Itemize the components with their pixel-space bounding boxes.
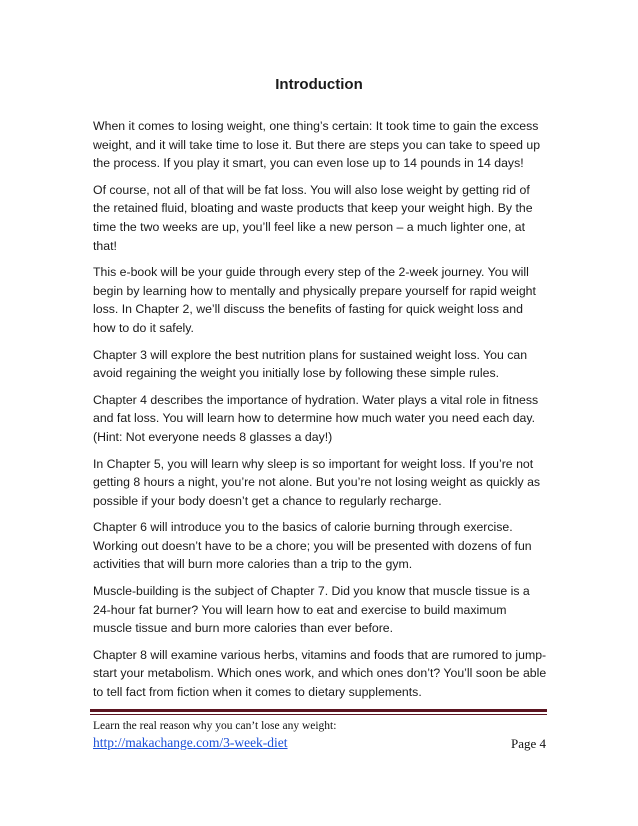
paragraph-5: Chapter 4 describes the importance of hydration. Water plays a vital role in fitness and fat loss. You will learn how to determine how much water you need each day. (Hint: Not everyone needs 8 glasses a day!) — [93, 392, 539, 444]
paragraph-7: Chapter 6 will introduce you to the basics of calorie burning through exercise. Working out doesn’t have to be a chore; you will be presented with dozens of fun activities that will burn more calories than a trip to the gym. — [93, 520, 532, 572]
footer-text: Learn the real reason why you can’t lose any weight: — [93, 720, 337, 732]
footer-divider-thick — [90, 709, 547, 712]
paragraph-6: In Chapter 5, you will learn why sleep is so important for weight loss. If you’re not getting 8 hours a night, you’re not alone. But you’re not losing weight as quickly as possible if your body doesn’t get a chance to regularly recharge. — [93, 456, 541, 508]
page-title: Introduction — [275, 76, 363, 93]
paragraph-8: Muscle-building is the subject of Chapter 7. Did you know that muscle tissue is a 24-hour fat burner? You will learn how to eat and exercise to build maximum muscle tissue and burn more calories than ever before. — [93, 584, 530, 636]
footer-divider-thin — [90, 714, 547, 715]
footer-link[interactable]: http://makachange.com/3-week-diet — [93, 735, 288, 750]
paragraph-1: When it comes to losing weight, one thing’s certain: It took time to gain the excess weight, and it will take time to lose it. But there are steps you can take to speed up the process. If you play it smart, you can even lose up to 14 pounds in 14 days! — [93, 119, 541, 171]
paragraph-9: Chapter 8 will examine various herbs, vitamins and foods that are rumored to jump-start your metabolism. Which ones work, and which ones don’t? You’ll soon be able to tell fact from fiction when it comes to dietary supplements. — [93, 647, 547, 700]
page-number: Page 4 — [510, 736, 546, 751]
paragraph-3: This e-book will be your guide through every step of the 2-week journey. You will begin by learning how to mentally and physically prepare yourself for rapid weight loss. In Chapter 2, we’ll discuss the benefits of fasting for quick weight loss and how to do it safely. — [93, 265, 536, 335]
paragraph-4: Chapter 3 will explore the best nutrition plans for sustained weight loss. You can avoid regaining the weight you initially lose by following these simple rules. — [93, 347, 528, 381]
paragraph-2: Of course, not all of that will be fat loss. You will also lose weight by getting rid of the retained fluid, bloating and waste products that keep your weight high. By the time the two weeks are up, you’ll feel like a new person – a much lighter one, at that! — [93, 182, 533, 253]
document-body — [93, 117, 547, 710]
